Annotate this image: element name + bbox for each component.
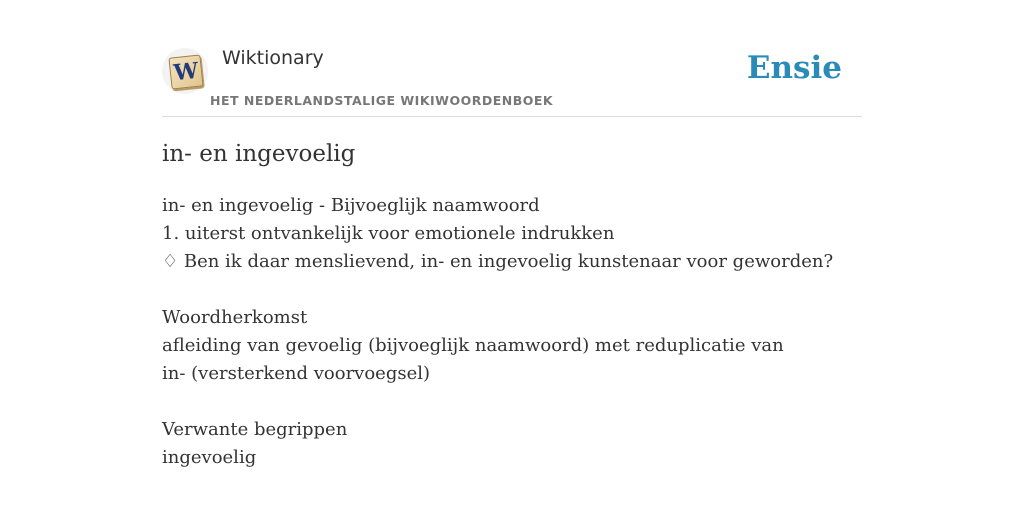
example-sentence: ♢ Ben ik daar menslievend, in- en ingevoelig kunstenaar voor geworden? (162, 251, 834, 272)
entry-content (162, 192, 862, 472)
etymology-text: afleiding van gevoelig (bijvoeglijk naamwoord) met reduplicatie van in- (versterkend voorvoegsel) (162, 335, 784, 384)
page-title: in- en ingevoelig (162, 141, 356, 167)
site-tagline: HET NEDERLANDSTALIGE WIKIWOORDENBOEK (210, 93, 554, 108)
site-name[interactable]: Wiktionary (222, 47, 324, 69)
definition-text: 1. uiterst ontvankelijk voor emotionele indrukken (162, 223, 615, 244)
etymology-heading: Woordherkomst (162, 307, 308, 328)
wiktionary-logo[interactable] (162, 48, 208, 94)
spacer (162, 276, 862, 304)
definition-heading: in- en ingevoelig - Bijvoeglijk naamwoord (162, 195, 540, 216)
wiktionary-logo-icon: W (168, 54, 203, 89)
spacer (162, 388, 862, 416)
related-heading: Verwante begrippen (162, 419, 348, 440)
site-header (162, 40, 862, 117)
related-term-link[interactable]: ingevoelig (162, 447, 257, 468)
ensie-logo-link[interactable]: Ensie (746, 50, 842, 86)
